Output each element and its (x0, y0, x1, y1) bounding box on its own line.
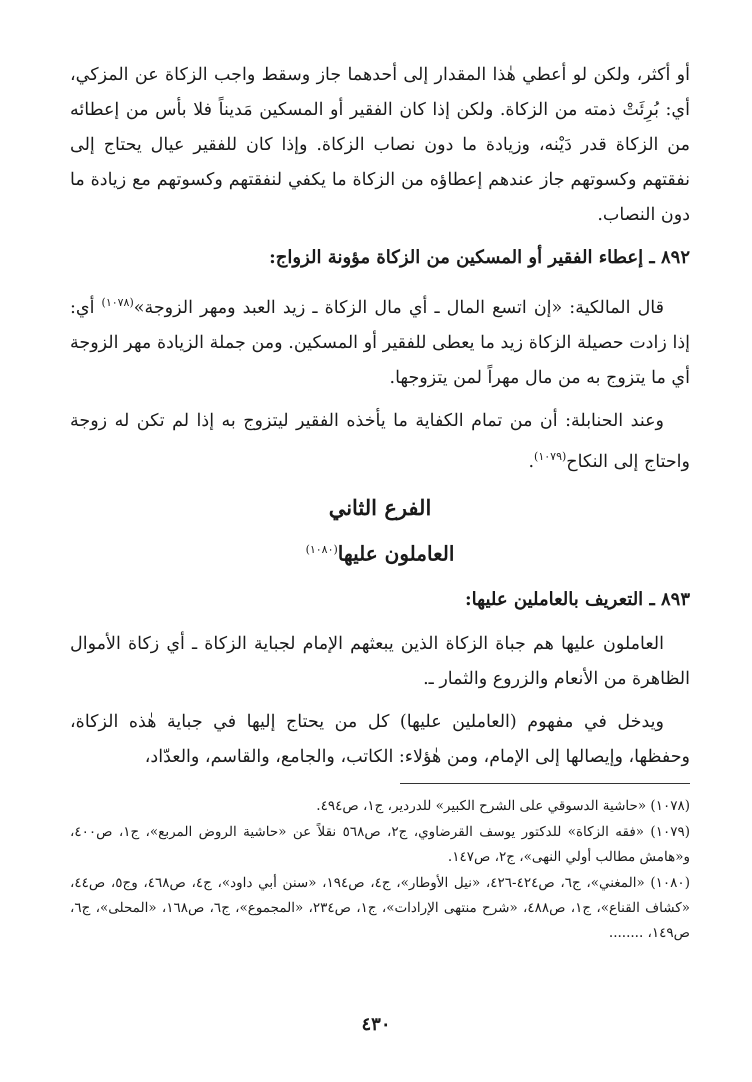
sub-title-text: العاملون عليها (337, 541, 455, 566)
paragraph-zakat-distribution: أو أكثر، ولكن لو أعطي هٰذا المقدار إلى أحدهما جاز وسقط واجب الزكاة عن المزكي، أي: بُرِئَتْ ذمته من الزكاة. ولكن إذا كان الفقير أو المسكين مَديناً فلا بأس من إعطائه من الزكاة قدر دَيْنه، وزيادة ما دون نصاب الزكاة. وإذا كان للفقير عيال يحتاج إلى نفقتهم وكسوتهم جاز عندهم إعطاؤه من الزكاة ما يكفي لنفقتهم وكسوتهم مع زيادة ما دون النصاب. (70, 65, 690, 225)
paragraph-maliki-opinion (70, 285, 690, 396)
page-body (70, 58, 690, 947)
footnote-1079: (١٠٧٩) «فقه الزكاة» للدكتور يوسف القرضاوي، ج٢، ص٥٦٨ نقلاً عن «حاشية الروض المربع»، ج١، ص٤٠٠، و«هامش مطالب أولي النهى»، ج٢، ص١٤٧. (70, 824, 690, 866)
paragraph-scope: ويدخل في مفهوم (العاملين عليها) كل من يحتاج إليها في جباية هٰذه الزكاة، وحفظها، وإيصالها إلى الإمام، ومن هٰؤلاء: الكاتب، والجامع، والقاسم، والعدّاد، (70, 712, 690, 768)
paragraph-maliki-text-cont: أي: إذا زادت حصيلة الزكاة زيد ما يعطى للفقير أو المسكين. ومن جملة الزيادة مهر الزوجة أي ما يتزوج به من مال مهراً لمن يتزوجها. (70, 297, 690, 388)
paragraph-definition: العاملون عليها هم جباة الزكاة الذين يبعثهم الإمام لجباية الزكاة ـ أي زكاة الأموال الظاهرة من الأنعام والزروع والثمار ـ. (70, 634, 690, 690)
footnote-ref-1080: (١٠٨٠) (305, 542, 338, 556)
paragraph-hanbali-opinion (70, 404, 690, 480)
page-number: ٤٣٠ (361, 1014, 391, 1035)
paragraph-hanbali-text: وعند الحنابلة: أن من تمام الكفاية ما يأخذه الفقير ليتزوج به إذا لم تكن له زوجة واحتاج إلى النكاح (70, 410, 690, 472)
footnote-ref-1078: (١٠٧٨) (101, 296, 134, 309)
paragraph-hanbali-end: . (528, 451, 535, 472)
section-heading-892: ٨٩٢ ـ إعطاء الفقير أو المسكين من الزكاة مؤونة الزواج: (269, 247, 690, 268)
footnote-divider (400, 783, 690, 784)
branch-title: الفرع الثاني (328, 494, 432, 520)
footnote-ref-1079: (١٠٧٩) (534, 449, 567, 463)
section-heading-893: ٨٩٣ ـ التعريف بالعاملين عليها: (465, 589, 690, 611)
footnote-1080: (١٠٨٠) «المغني»، ج٦، ص٤٢٤-٤٢٦، «نيل الأوطار»، ج٤، ص١٩٤، «سنن أبي داود»، ج٤، ص٤٦٨، وج٥، ص٤٤، «كشاف القناع»، ج١، ص٤٨٨، «شرح منتهى الإرادات»، ج١، ص٢٣٤، «المجموع»، ج٦، ص١٦٨، «المحلى»، ج٦، ص١٤٩، ........ (70, 875, 690, 942)
footnote-1078: (١٠٧٨) «حاشية الدسوقي على الشرح الكبير» للدردير، ج١، ص٤٩٤. (316, 798, 690, 815)
footnotes (70, 794, 690, 946)
sub-title (70, 530, 690, 574)
paragraph-maliki-text: قال المالكية: «إن اتسع المال ـ أي مال الزكاة ـ زيد العبد ومهر الزوجة» (133, 297, 664, 318)
